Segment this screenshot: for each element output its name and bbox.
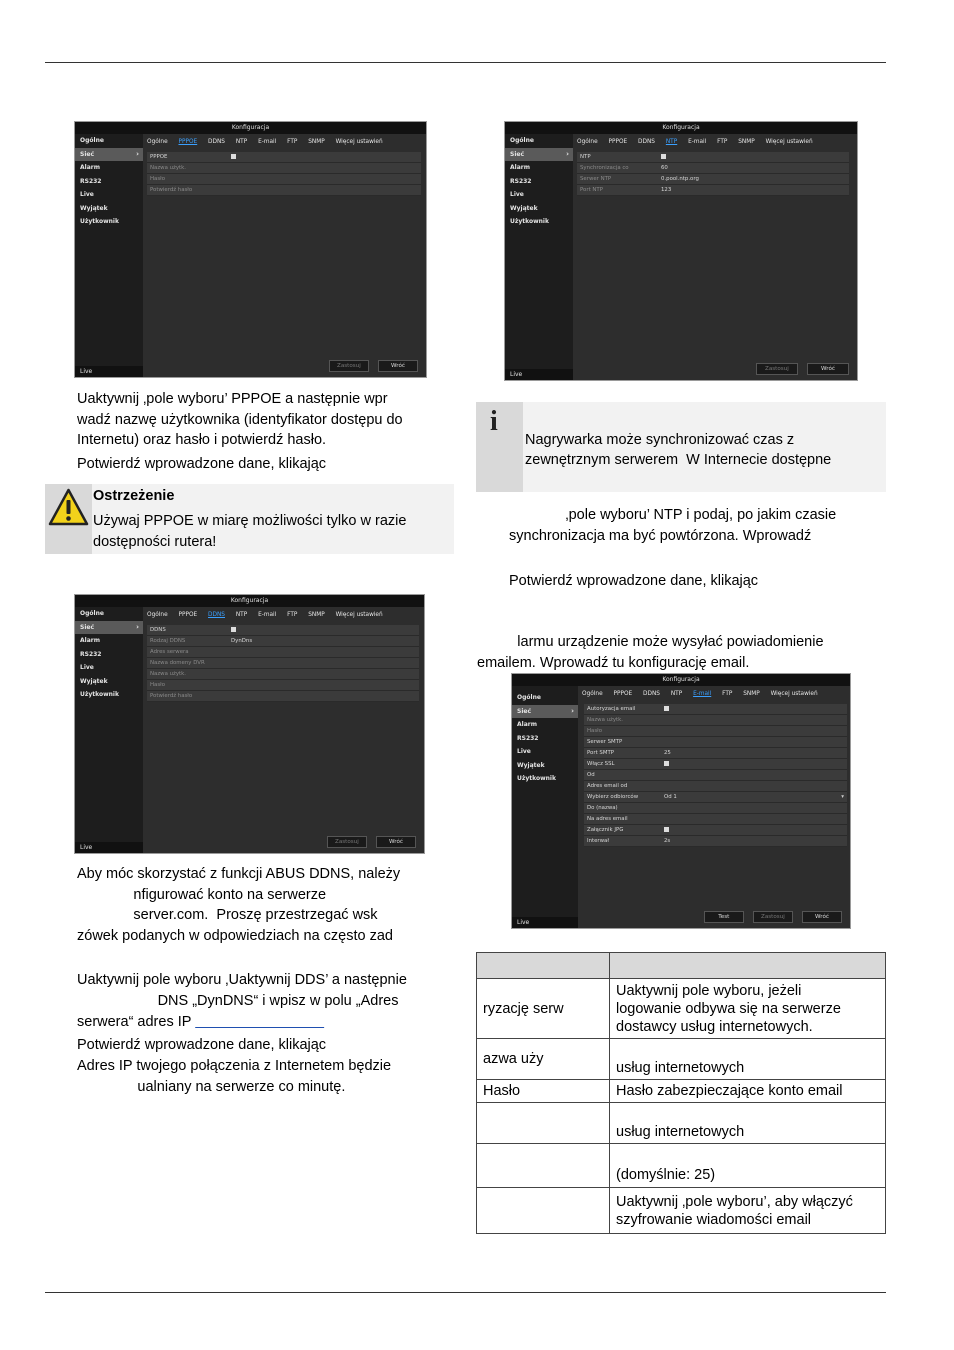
form-row xyxy=(147,163,421,174)
field-label: Włącz SSL xyxy=(587,761,615,767)
table-row xyxy=(477,979,886,1039)
form-row xyxy=(584,704,847,715)
form-row xyxy=(584,803,847,814)
field-label: Nazwa domeny DVR xyxy=(150,660,205,666)
tab-general[interactable]: Ogólne xyxy=(582,691,603,697)
sidebar-item-network[interactable]: Sieć › xyxy=(75,621,143,635)
back-button[interactable]: Wróć xyxy=(802,911,842,923)
sidebar-item-general[interactable]: Ogólne xyxy=(80,610,104,617)
form-row xyxy=(584,781,847,792)
form-row xyxy=(584,726,847,737)
sidebar-item-rs232[interactable]: RS232 xyxy=(80,177,102,185)
live-button[interactable]: Live xyxy=(75,842,143,853)
field-label: Nazwa użytk. xyxy=(150,165,186,171)
info-icon: i xyxy=(490,406,498,437)
tab-ftp[interactable]: FTP xyxy=(717,139,728,145)
field-label: Serwer SMTP xyxy=(587,739,623,745)
screenshot-pppoe xyxy=(74,121,427,378)
sidebar-item-exception[interactable]: Wyjątek xyxy=(517,761,545,769)
sidebar-item-user[interactable]: Użytkownik xyxy=(510,218,549,225)
live-button[interactable]: Live xyxy=(505,369,573,380)
tab-ntp[interactable]: NTP xyxy=(670,691,683,697)
form-row xyxy=(147,669,419,680)
field-value[interactable]: 60 xyxy=(661,165,668,171)
tab-email[interactable]: E-mail xyxy=(693,691,712,697)
field-label: Potwierdź hasło xyxy=(150,187,193,193)
field-label: Potwierdź hasło xyxy=(150,693,193,699)
sidebar-item-user[interactable]: Użytkownik xyxy=(517,775,556,782)
field-label: NTP xyxy=(580,154,591,160)
tab-ddns[interactable]: DDNS xyxy=(208,139,225,145)
field-label: Port NTP xyxy=(580,187,603,193)
sidebar-item-rs232[interactable]: RS232 xyxy=(80,650,102,658)
sidebar-item-general[interactable]: Ogólne xyxy=(510,137,534,144)
field-label: Adres serwera xyxy=(150,649,189,655)
form-row xyxy=(577,185,849,196)
sidebar-item-general[interactable]: Ogólne xyxy=(80,137,104,144)
field-checkbox[interactable] xyxy=(664,759,669,770)
form-row xyxy=(147,658,419,669)
sidebar-item-live[interactable]: Live xyxy=(510,191,524,198)
tab-ftp[interactable]: FTP xyxy=(287,612,298,618)
email-intro-paragraph: larmu urządzenie może wysyłać powiadomienie emailem. Wprowadź tu konfigurację email. xyxy=(477,634,824,671)
tab-ntp[interactable]: NTP xyxy=(235,612,248,618)
form-row xyxy=(584,836,847,847)
sidebar-item-network[interactable]: Sieć › xyxy=(75,148,143,162)
tab-general[interactable]: Ogólne xyxy=(577,139,598,145)
top-rule xyxy=(45,62,886,63)
tab-snmp[interactable]: SNMP xyxy=(308,612,325,618)
table-row xyxy=(477,1144,886,1188)
field-value[interactable]: Od 1 xyxy=(664,794,677,800)
field-label: Wybierz odbiorców xyxy=(587,794,639,800)
apply-button[interactable]: Zastosuj xyxy=(756,363,798,375)
bottom-rule xyxy=(45,1292,886,1293)
table-cell-param xyxy=(477,1188,610,1234)
back-button[interactable]: Wróć xyxy=(378,360,418,372)
table-row xyxy=(477,1103,886,1144)
table-cell-param: ryzację serw xyxy=(477,979,610,1039)
table-row xyxy=(477,1080,886,1103)
sidebar-item-alarm[interactable]: Alarm xyxy=(80,637,100,644)
live-button[interactable]: Live xyxy=(512,917,578,928)
field-checkbox[interactable] xyxy=(231,625,236,636)
tab-pppoe[interactable]: PPPOE xyxy=(178,612,198,618)
table-cell-param: azwa uży xyxy=(477,1039,610,1080)
tab-general[interactable]: Ogólne xyxy=(147,139,168,145)
tab-email[interactable]: E-mail xyxy=(258,612,277,618)
form-row xyxy=(147,691,419,702)
sidebar-item-network[interactable]: Sieć › xyxy=(512,705,578,719)
table-cell-param xyxy=(477,953,610,979)
field-label: Na adres email xyxy=(587,816,628,822)
ntp-paragraph: ‚pole wyboru’ NTP i podaj, po jakim czasie synchronizacja ma być powtórzona. Wprowadź xyxy=(509,507,837,544)
form-row xyxy=(584,748,847,759)
table-cell-param xyxy=(477,1103,610,1144)
tab-snmp[interactable]: SNMP xyxy=(308,139,325,145)
info-text: Nagrywarka może synchronizować czas z zewnętrznym serwerem W Internecie dostępne xyxy=(525,432,832,468)
ddns-intro-paragraph: Aby móc skorzystać z funkcji ABUS DDNS, należy nfigurować konto na serwerze server.com. Proszę przestrzegać wsk zówek podanych w odpowiedziach na często zad xyxy=(77,866,401,944)
field-label: Synchronizacja co xyxy=(580,165,629,171)
table-cell-param: Hasło xyxy=(477,1080,610,1103)
field-checkbox[interactable] xyxy=(664,704,669,715)
tab-snmp[interactable]: SNMP xyxy=(738,139,755,145)
form-row xyxy=(584,759,847,770)
tab-bar xyxy=(577,137,822,148)
field-label: Do (nazwa) xyxy=(587,805,618,811)
action-buttons xyxy=(323,828,416,848)
sidebar-item-general[interactable]: Ogólne xyxy=(517,694,541,701)
sidebar-item-rs232[interactable]: RS232 xyxy=(510,177,532,185)
table-header-row xyxy=(477,953,886,979)
warning-icon xyxy=(45,484,92,534)
info-icon-area xyxy=(476,402,523,492)
form-row xyxy=(584,737,847,748)
tab-ddns[interactable]: DDNS xyxy=(643,691,660,697)
tab-bar xyxy=(582,689,827,700)
field-checkbox[interactable] xyxy=(231,152,236,163)
action-buttons xyxy=(700,903,842,923)
window-title: Konfiguracja xyxy=(75,595,424,607)
table-cell-desc: Hasło zabezpieczające konto email xyxy=(610,1080,886,1103)
window-title: Konfiguracja xyxy=(512,674,850,686)
form-row xyxy=(577,163,849,174)
tab-bar xyxy=(147,137,392,148)
sidebar-item-live[interactable]: Live xyxy=(80,191,94,198)
ddns-server-line xyxy=(77,1012,324,1033)
ddns-update-paragraph: Adres IP twojego połączenia z Internetem będzie ualniany na serwerze co minutę. xyxy=(77,1058,392,1095)
field-label: Nazwa użytk. xyxy=(150,671,186,677)
sidebar-item-live[interactable]: Live xyxy=(80,664,94,671)
field-label: Port SMTP xyxy=(587,750,615,756)
pppoe-confirm-paragraph: Potwierdź wprowadzone dane, klikając xyxy=(77,456,327,472)
sidebar xyxy=(75,607,143,853)
table-row xyxy=(477,1039,886,1080)
sidebar-item-user[interactable]: Użytkownik xyxy=(80,691,119,698)
settings-form xyxy=(577,152,849,196)
settings-form xyxy=(584,704,847,847)
sidebar-item-network[interactable]: Sieć › xyxy=(505,148,573,162)
field-label: Interwał xyxy=(587,838,609,844)
table-cell-desc: (domyślnie: 25) xyxy=(610,1144,886,1188)
form-row xyxy=(584,792,847,803)
field-value[interactable]: 123 xyxy=(661,187,672,193)
tab-ntp[interactable]: NTP xyxy=(235,139,248,145)
action-buttons xyxy=(325,352,418,372)
tab-general[interactable]: Ogólne xyxy=(147,612,168,618)
tab-ftp[interactable]: FTP xyxy=(287,139,298,145)
sidebar-item-alarm[interactable]: Alarm xyxy=(517,721,537,728)
chevron-down-icon[interactable]: ▾ xyxy=(841,794,844,800)
field-value[interactable]: 25 xyxy=(664,750,671,756)
warning-title: Ostrzeżenie xyxy=(93,488,175,504)
tab-ntp[interactable]: NTP xyxy=(665,139,678,145)
tab-email[interactable]: E-mail xyxy=(258,139,277,145)
window-title: Konfiguracja xyxy=(75,122,426,134)
sidebar-item-live[interactable]: Live xyxy=(517,748,531,755)
ddns-server-text: serwera“ adres IP xyxy=(77,1014,196,1030)
email-settings-table xyxy=(476,952,886,1234)
field-value[interactable]: DynDns xyxy=(231,638,253,644)
field-label: Serwer NTP xyxy=(580,176,612,182)
tab-ddns[interactable]: DDNS xyxy=(638,139,655,145)
form-row xyxy=(147,625,419,636)
form-row xyxy=(577,152,849,163)
tab-more-settings[interactable]: Więcej ustawień xyxy=(335,612,383,618)
field-label: Nazwa użytk. xyxy=(587,717,623,723)
settings-form xyxy=(147,152,421,196)
form-row xyxy=(147,680,419,691)
table-row xyxy=(477,1188,886,1234)
window-title: Konfiguracja xyxy=(505,122,857,134)
tab-bar xyxy=(147,610,392,621)
tab-more-settings[interactable]: Więcej ustawień xyxy=(770,691,818,697)
live-button[interactable]: Live xyxy=(75,366,143,377)
ddns-steps-paragraph: Uaktywnij pole wyboru ‚Uaktywnij DDS’ a następnie DNS „DynDNS“ i wpisz w polu „Adres xyxy=(77,972,407,1009)
table-cell-desc: usług internetowych xyxy=(610,1039,886,1080)
sidebar xyxy=(512,686,578,928)
field-checkbox[interactable] xyxy=(664,825,669,836)
form-row xyxy=(584,814,847,825)
apply-button[interactable]: Zastosuj xyxy=(329,360,369,372)
tab-pppoe[interactable]: PPPOE xyxy=(613,691,633,697)
field-label: Adres email od xyxy=(587,783,628,789)
form-row xyxy=(584,715,847,726)
ntp-confirm-paragraph: Potwierdź wprowadzone dane, klikając xyxy=(509,573,759,589)
action-buttons xyxy=(752,355,849,375)
sidebar-item-user[interactable]: Użytkownik xyxy=(80,218,119,225)
sidebar-item-rs232[interactable]: RS232 xyxy=(517,734,539,742)
tab-email[interactable]: E-mail xyxy=(688,139,707,145)
test-button[interactable]: Test xyxy=(704,911,744,923)
form-row xyxy=(147,185,421,196)
field-checkbox[interactable] xyxy=(661,152,666,163)
table-cell-desc: Uaktywnij ‚pole wyboru’, aby włączyć szyfrowanie wiadomości email xyxy=(610,1188,886,1234)
table-cell-desc: Uaktywnij pole wyboru, jeżeli logowanie odbywa się na serwerze dostawcy usług internetowych. xyxy=(610,979,886,1039)
form-row xyxy=(147,152,421,163)
form-row xyxy=(147,647,419,658)
warning-text: Używaj PPPOE w miarę możliwości tylko w razie dostępności rutera! xyxy=(93,513,407,550)
table-cell-desc: usług internetowych xyxy=(610,1103,886,1144)
tab-more-settings[interactable]: Więcej ustawień xyxy=(765,139,813,145)
sidebar xyxy=(75,134,143,377)
field-label: Hasło xyxy=(150,682,165,688)
info-box xyxy=(476,402,886,492)
field-label: Rodzaj DDNS xyxy=(150,638,186,644)
form-row xyxy=(147,636,419,647)
apply-button[interactable]: Zastosuj xyxy=(753,911,793,923)
field-label: Hasło xyxy=(587,728,602,734)
form-row xyxy=(584,770,847,781)
tab-ddns[interactable]: DDNS xyxy=(208,612,225,618)
ddns-confirm-paragraph: Potwierdź wprowadzone dane, klikając xyxy=(77,1037,327,1053)
field-label: Od xyxy=(587,772,595,778)
ddns-server-link[interactable] xyxy=(195,1014,324,1030)
sidebar-item-exception[interactable]: Wyjątek xyxy=(510,204,538,212)
apply-button[interactable]: Zastosuj xyxy=(327,836,367,848)
tab-pppoe[interactable]: PPPOE xyxy=(178,139,198,145)
tab-ftp[interactable]: FTP xyxy=(722,691,733,697)
pppoe-paragraph: Uaktywnij ‚pole wyboru’ PPPOE a następnie wpr wadź nazwę użytkownika (identyfikator dostępu do Internetu) oraz hasło i potwierdź hasło. xyxy=(77,391,403,448)
sidebar-item-exception[interactable]: Wyjątek xyxy=(80,677,108,685)
table-cell-param xyxy=(477,1144,610,1188)
warning-box xyxy=(45,484,454,554)
warning-icon-area xyxy=(45,484,92,554)
screenshot-ddns xyxy=(74,594,425,854)
form-row xyxy=(584,825,847,836)
table-cell-desc xyxy=(610,953,886,979)
field-label: DDNS xyxy=(150,627,166,633)
field-label: Hasło xyxy=(150,176,165,182)
back-button[interactable]: Wróć xyxy=(376,836,416,848)
sidebar xyxy=(505,134,573,380)
field-label: PPPOE xyxy=(150,154,168,160)
tab-more-settings[interactable]: Więcej ustawień xyxy=(335,139,383,145)
form-row xyxy=(577,174,849,185)
tab-pppoe[interactable]: PPPOE xyxy=(608,139,628,145)
field-value[interactable]: 0.pool.ntp.org xyxy=(661,176,699,182)
sidebar-item-alarm[interactable]: Alarm xyxy=(510,164,530,171)
form-row xyxy=(147,174,421,185)
sidebar-item-exception[interactable]: Wyjątek xyxy=(80,204,108,212)
back-button[interactable]: Wróć xyxy=(807,363,849,375)
screenshot-email xyxy=(511,673,851,929)
tab-snmp[interactable]: SNMP xyxy=(743,691,760,697)
screenshot-ntp xyxy=(504,121,858,381)
settings-form xyxy=(147,625,419,702)
field-label: Autoryzacja email xyxy=(587,706,636,712)
sidebar-item-alarm[interactable]: Alarm xyxy=(80,164,100,171)
field-label: Załącznik JPG xyxy=(587,827,624,833)
field-value[interactable]: 2s xyxy=(664,838,671,844)
